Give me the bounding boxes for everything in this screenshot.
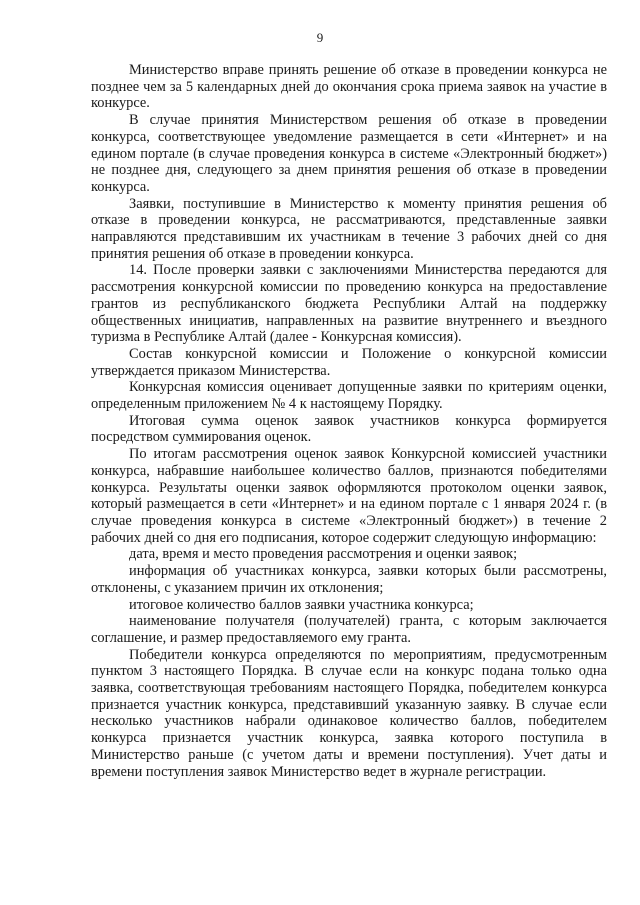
paragraph: В случае принятия Министерством решения об отказе в проведении конкурса, соответствующее уведомление размещается в сети «Интернет» и на едином портале (в случае проведения конкурса в системе «Электронный бюджет») не позднее дня, следующего за днем принятия решения об отказе в проведении конкурса. (91, 112, 607, 195)
paragraph: Конкурсная комиссия оценивает допущенные заявки по критериям оценки, определенным приложением № 4 к настоящему Порядку. (91, 379, 607, 413)
list-item: дата, время и место проведения рассмотрения и оценки заявок; (129, 546, 518, 563)
paragraph: Итоговая сумма оценок заявок участников конкурса формируется посредством суммирования оценок. (91, 412, 607, 446)
list-item: наименование получателя (получателей) гранта, с которым заключается соглашение, и размер предоставляемого ему гранта. (91, 613, 607, 646)
paragraph: Заявки, поступившие в Министерство к моменту принятия решения об отказе в проведении конкурса, не рассматриваются, представленные заявки направляются представившим их участникам в течение 3 рабочих дней со дня принятия решения об отказе в проведении конкурса. (91, 195, 607, 262)
list-item: итоговое количество баллов заявки участника конкурса; (129, 596, 474, 613)
page-number: 9 (316, 30, 324, 45)
document-body (91, 62, 607, 780)
paragraph: Состав конкурсной комиссии и Положение о конкурсной комиссии утверждается приказом Министерства. (91, 345, 607, 379)
paragraph: Победители конкурса определяются по мероприятиям, предусмотренным пунктом 3 настоящего Порядка. В случае если на конкурс подана только одна заявка, соответствующая требованиям настоящего Порядка, победителем конкурса признается участник конкурса, представивший указанную заявку. В случае если несколько участников набрали одинаковое количество баллов, победителем конкурса признается участник конкурса, заявка которого поступила в Министерство раньше (с учетом даты и времени поступления). Учет даты и времени поступления заявок Министерство ведет в журнале регистрации. (91, 646, 607, 780)
paragraph: Министерство вправе принять решение об отказе в проведении конкурса не позднее чем за 5 календарных дней до окончания срока приема заявок на участие в конкурсе. (91, 62, 607, 112)
paragraph: 14. После проверки заявки с заключениями Министерства передаются для рассмотрения конкурсной комиссии по проведению конкурса на предоставление грантов из республиканского бюджета Республики Алтай на поддержку общественных инициатив, направленных на развитие внутреннего и въездного туризма в Республике Алтай (далее - Конкурсная комиссия). (91, 262, 607, 346)
list-item: информация об участниках конкурса, заявки которых были рассмотрены, отклонены, с указанием причин их отклонения; (91, 563, 607, 596)
paragraph: По итогам рассмотрения оценок заявок Конкурсной комиссией участники конкурса, набравшие наибольшее количество баллов, признаются победителями конкурса. Результаты оценки заявок оформляются протоколом оценки заявок, который размещается в сети «Интернет» и на едином портале с 1 января 2024 г. (в случае проведения конкурса в системе «Электронный бюджет») в течение 2 рабочих дней со дня его подписания, которое содержит следующую информацию: (91, 446, 607, 546)
